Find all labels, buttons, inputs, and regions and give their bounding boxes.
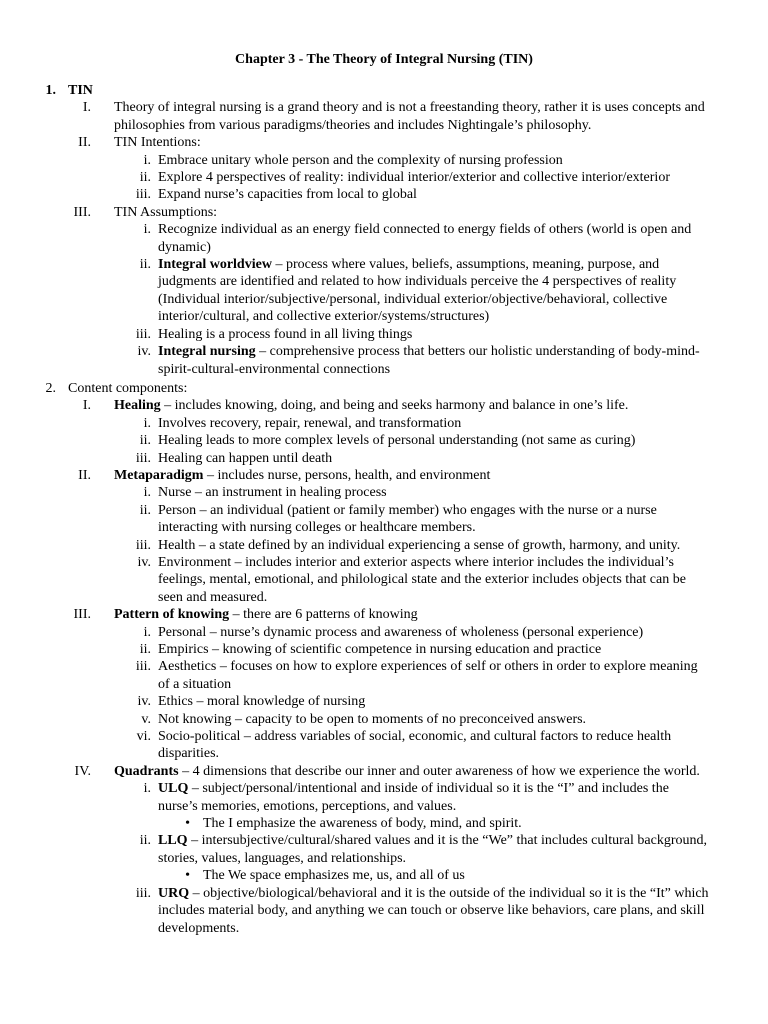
outline-item-level-3 bbox=[0, 658, 768, 693]
item-description: Socio-political – address variables of social, economic, and cultural factors to reduce health disparities. bbox=[158, 729, 672, 762]
list-marker: i. bbox=[143, 781, 151, 797]
list-marker: IV. bbox=[74, 763, 91, 779]
outline-item-level-3 bbox=[0, 343, 768, 378]
outline-item-level-4 bbox=[0, 867, 768, 884]
item-text bbox=[158, 432, 710, 449]
item-term: Healing bbox=[114, 398, 161, 414]
item-text bbox=[114, 467, 710, 484]
list-marker: iv. bbox=[137, 694, 151, 710]
item-description: Health – a state defined by an individual experiencing a sense of growth, harmony, and unity. bbox=[158, 537, 681, 553]
item-description: – 4 dimensions that describe our inner and outer awareness of how we experience the world. bbox=[178, 763, 700, 779]
list-marker: 1. bbox=[45, 83, 56, 98]
item-text bbox=[68, 82, 708, 99]
list-marker: i. bbox=[143, 624, 151, 640]
outline-item-level-4 bbox=[0, 815, 768, 832]
list-marker: iii. bbox=[135, 326, 151, 342]
item-description: Healing leads to more complex levels of personal understanding (not same as curing) bbox=[158, 433, 636, 449]
item-text bbox=[68, 380, 708, 397]
item-description: – there are 6 patterns of knowing bbox=[229, 607, 418, 623]
list-marker: v. bbox=[141, 711, 151, 727]
item-text bbox=[158, 658, 710, 693]
item-description: Healing can happen until death bbox=[158, 450, 333, 466]
outline-item-level-3 bbox=[0, 624, 768, 641]
item-text bbox=[158, 326, 710, 343]
outline-item-level-3 bbox=[0, 432, 768, 449]
outline-item-level-2 bbox=[0, 99, 768, 134]
item-text bbox=[114, 134, 710, 151]
item-description: The I emphasize the awareness of body, mind, and spirit. bbox=[203, 816, 522, 832]
item-text bbox=[158, 832, 710, 867]
item-text bbox=[158, 693, 710, 710]
item-text bbox=[158, 152, 710, 169]
item-text bbox=[114, 763, 710, 780]
item-text bbox=[114, 99, 710, 134]
list-marker: ii. bbox=[139, 642, 151, 657]
item-description: Theory of integral nursing is a grand theory and is not a freestanding theory, rather it is uses concepts and philosophies from various paradigms/theories and includes Nightingale’s philosophy. bbox=[114, 100, 705, 133]
bullet-marker: • bbox=[185, 816, 190, 832]
item-description: Content components: bbox=[68, 380, 188, 396]
outline-item-level-3 bbox=[0, 537, 768, 554]
item-description: – objective/biological/behavioral and it is the outside of the individual so it is the “It” which includes material body, and anything we can touch or observe like behaviors, care plans, and skill developments. bbox=[158, 885, 709, 936]
list-marker: i. bbox=[143, 152, 151, 168]
list-marker: ii. bbox=[139, 170, 151, 186]
outline-item-level-3 bbox=[0, 415, 768, 432]
item-description: TIN Intentions: bbox=[114, 135, 201, 151]
bullet-marker: • bbox=[185, 868, 190, 884]
item-text bbox=[158, 885, 710, 937]
list-marker: iv. bbox=[137, 554, 151, 570]
outline-item-level-1 bbox=[0, 380, 768, 397]
list-marker: II. bbox=[78, 135, 91, 151]
item-text bbox=[158, 186, 710, 203]
item-text bbox=[158, 221, 710, 256]
page-title: Chapter 3 - The Theory of Integral Nursing (TIN) bbox=[235, 52, 533, 67]
item-description: Environment – includes interior and exterior aspects where interior includes the individual’s feelings, mental, emotional, and philological state and the exterior includes objects that can be seen and measured. bbox=[158, 554, 686, 605]
list-marker: ii. bbox=[139, 502, 151, 518]
item-text bbox=[158, 169, 710, 186]
item-text bbox=[203, 867, 713, 884]
item-description: – subject/personal/intentional and inside of individual so it is the “I” and includes the nurse’s memories, emotions, perceptions, and values. bbox=[158, 781, 669, 814]
list-marker: 2. bbox=[45, 380, 56, 396]
list-marker: iv. bbox=[137, 344, 151, 360]
list-marker: iii. bbox=[135, 885, 151, 901]
outline bbox=[0, 82, 768, 937]
outline-item-level-3 bbox=[0, 711, 768, 728]
list-marker: iii. bbox=[135, 187, 151, 203]
outline-item-level-3 bbox=[0, 484, 768, 501]
item-description: Recognize individual as an energy field connected to energy fields of others (world is open and dynamic) bbox=[158, 222, 692, 255]
outline-item-level-3 bbox=[0, 256, 768, 326]
item-text bbox=[158, 728, 710, 763]
list-marker: iii. bbox=[135, 659, 151, 675]
outline-item-level-3 bbox=[0, 554, 768, 606]
item-text bbox=[158, 780, 710, 815]
item-description: – comprehensive process that betters our holistic understanding of body-mind-spirit-cultural-environmental connections bbox=[158, 344, 700, 377]
item-term: Metaparadigm bbox=[114, 467, 204, 483]
item-description: Healing is a process found in all living things bbox=[158, 326, 413, 342]
item-description: Expand nurse’s capacities from local to global bbox=[158, 187, 417, 203]
item-description: – intersubjective/cultural/shared values and it is the “We” that includes cultural background, stories, values, languages, and relationships. bbox=[158, 833, 707, 866]
item-description: Aesthetics – focuses on how to explore experiences of self or others in order to explore meaning of a situation bbox=[158, 659, 698, 692]
list-marker: i. bbox=[143, 222, 151, 238]
item-description: TIN Assumptions: bbox=[114, 204, 218, 220]
list-marker: ii. bbox=[139, 833, 151, 849]
list-marker: I. bbox=[82, 100, 91, 116]
item-term: TIN bbox=[68, 83, 93, 98]
outline-item-level-3 bbox=[0, 693, 768, 710]
outline-item-level-3 bbox=[0, 780, 768, 815]
outline-item-level-2 bbox=[0, 134, 768, 151]
outline-item-level-2 bbox=[0, 606, 768, 623]
item-text bbox=[114, 204, 710, 221]
item-description: Personal – nurse’s dynamic process and awareness of wholeness (personal experience) bbox=[158, 624, 644, 640]
outline-item-level-3 bbox=[0, 450, 768, 467]
outline-item-level-3 bbox=[0, 641, 768, 658]
list-marker: i. bbox=[143, 415, 151, 431]
item-text bbox=[203, 815, 713, 832]
item-term: Quadrants bbox=[114, 763, 179, 779]
list-marker: ii. bbox=[139, 257, 151, 273]
item-description: – includes knowing, doing, and being and seeks harmony and balance in one’s life. bbox=[160, 398, 629, 414]
item-text bbox=[158, 537, 710, 554]
item-description: – includes nurse, persons, health, and environment bbox=[203, 467, 491, 483]
list-marker: iii. bbox=[135, 537, 151, 553]
list-marker: II. bbox=[78, 467, 91, 483]
item-text bbox=[114, 397, 710, 414]
item-text bbox=[158, 502, 710, 537]
item-description: Explore 4 perspectives of reality: individual interior/exterior and collective interior/exterior bbox=[158, 170, 670, 186]
item-term: ULQ bbox=[158, 781, 189, 797]
outline-item-level-3 bbox=[0, 326, 768, 343]
list-marker: III. bbox=[73, 204, 91, 220]
item-description: Embrace unitary whole person and the complexity of nursing profession bbox=[158, 152, 563, 168]
outline-item-level-2 bbox=[0, 397, 768, 414]
item-text bbox=[158, 415, 710, 432]
outline-item-level-3 bbox=[0, 169, 768, 186]
item-description: Nurse – an instrument in healing process bbox=[158, 485, 387, 501]
item-description: Involves recovery, repair, renewal, and transformation bbox=[158, 415, 462, 431]
outline-item-level-2 bbox=[0, 467, 768, 484]
outline-item-level-3 bbox=[0, 728, 768, 763]
item-text bbox=[158, 554, 710, 606]
list-marker: iii. bbox=[135, 450, 151, 466]
outline-item-level-2 bbox=[0, 763, 768, 780]
item-text bbox=[114, 606, 710, 623]
outline-item-level-3 bbox=[0, 186, 768, 203]
item-text bbox=[158, 343, 710, 378]
item-term: Pattern of knowing bbox=[114, 607, 230, 623]
item-text bbox=[158, 256, 710, 326]
outline-item-level-1 bbox=[0, 82, 768, 99]
item-description: Ethics – moral knowledge of nursing bbox=[158, 694, 366, 710]
item-description: The We space emphasizes me, us, and all of us bbox=[203, 868, 465, 884]
item-term: URQ bbox=[158, 885, 190, 901]
item-text bbox=[158, 624, 710, 641]
outline-item-level-3 bbox=[0, 502, 768, 537]
item-description: Person – an individual (patient or family member) who engages with the nurse or a nurse interacting with nursing colleges or healthcare members. bbox=[158, 502, 657, 536]
outline-item-level-3 bbox=[0, 832, 768, 867]
item-description: Empirics – knowing of scientific competence in nursing education and practice bbox=[158, 642, 602, 657]
item-text bbox=[158, 711, 710, 728]
item-description: Not knowing – capacity to be open to moments of no preconceived answers. bbox=[158, 711, 587, 727]
item-term: Integral nursing bbox=[158, 344, 256, 360]
outline-item-level-2 bbox=[0, 204, 768, 221]
item-description: – process where values, beliefs, assumptions, meaning, purpose, and judgments are identified and related to how individuals perceive the 4 perspectives of reality (Individual interior/subjective/personal, individual exterior/objective/behavioral, collective interior/cultural, and collective exterior/systems/structures) bbox=[158, 257, 677, 325]
item-text bbox=[158, 641, 710, 658]
list-marker: I. bbox=[82, 398, 91, 414]
list-marker: i. bbox=[143, 485, 151, 501]
item-term: LLQ bbox=[158, 833, 188, 849]
list-marker: III. bbox=[73, 607, 91, 623]
outline-item-level-3 bbox=[0, 152, 768, 169]
list-marker: vi. bbox=[136, 729, 151, 745]
item-term: Integral worldview bbox=[158, 257, 272, 273]
outline-item-level-3 bbox=[0, 885, 768, 937]
outline-item-level-3 bbox=[0, 221, 768, 256]
item-text bbox=[158, 484, 710, 501]
list-marker: ii. bbox=[139, 433, 151, 449]
item-text bbox=[158, 450, 710, 467]
